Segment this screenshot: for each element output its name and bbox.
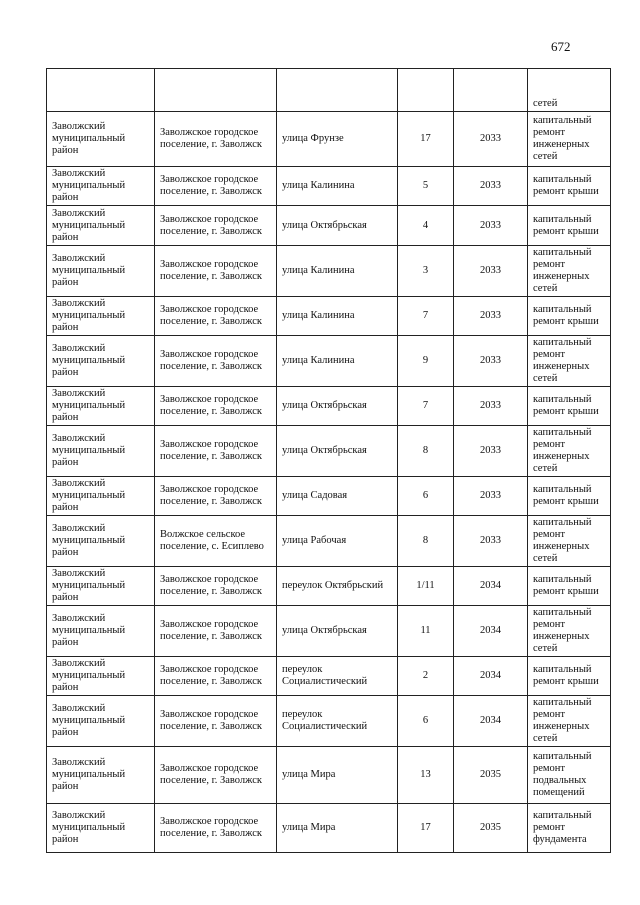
year-cell: 2034	[454, 567, 528, 606]
year-cell: 2035	[454, 804, 528, 853]
table-row	[47, 167, 611, 206]
work-cell: капитальный ремонт крыши	[528, 477, 611, 516]
district-cell: Заволжский муниципальный район	[47, 426, 155, 477]
year-cell: 2033	[454, 477, 528, 516]
settlement-cell: Заволжское городское поселение, г. Заволжск	[155, 387, 277, 426]
year-cell: 2034	[454, 606, 528, 657]
work-cell: капитальный ремонт крыши	[528, 297, 611, 336]
page-number: 672	[551, 39, 571, 54]
table-row	[47, 336, 611, 387]
house-cell: 9	[398, 336, 454, 387]
house-cell: 5	[398, 167, 454, 206]
year-cell: 2033	[454, 336, 528, 387]
district-cell: Заволжский муниципальный район	[47, 606, 155, 657]
street-cell: улица Калинина	[277, 246, 398, 297]
house-cell: 7	[398, 387, 454, 426]
district-cell: Заволжский муниципальный район	[47, 297, 155, 336]
street-cell: переулок Социалистический	[277, 657, 398, 696]
street-cell: улица Калинина	[277, 297, 398, 336]
year-cell: 2033	[454, 206, 528, 246]
year-cell: 2034	[454, 657, 528, 696]
district-cell	[47, 69, 155, 112]
house-cell: 17	[398, 112, 454, 167]
house-cell: 2	[398, 657, 454, 696]
table-row	[47, 426, 611, 477]
year-cell: 2033	[454, 426, 528, 477]
year-cell: 2035	[454, 747, 528, 804]
settlement-cell: Заволжское городское поселение, г. Заволжск	[155, 167, 277, 206]
settlement-cell: Заволжское городское поселение, г. Заволжск	[155, 477, 277, 516]
district-cell: Заволжский муниципальный район	[47, 804, 155, 853]
house-cell: 8	[398, 516, 454, 567]
street-cell: улица Фрунзе	[277, 112, 398, 167]
continuation-row	[47, 69, 611, 112]
year-cell	[454, 69, 528, 112]
work-cell: капитальный ремонт крыши	[528, 206, 611, 246]
settlement-cell: Заволжское городское поселение, г. Заволжск	[155, 747, 277, 804]
house-cell: 3	[398, 246, 454, 297]
house-cell: 4	[398, 206, 454, 246]
work-cell: капитальный ремонт инженерных сетей	[528, 112, 611, 167]
table-row	[47, 696, 611, 747]
street-cell: улица Мира	[277, 747, 398, 804]
street-cell: улица Мира	[277, 804, 398, 853]
house-cell: 1/11	[398, 567, 454, 606]
table-row	[47, 747, 611, 804]
table-body	[47, 69, 611, 853]
work-cell: капитальный ремонт инженерных сетей	[528, 516, 611, 567]
work-cell: капитальный ремонт инженерных сетей	[528, 246, 611, 297]
year-cell: 2033	[454, 516, 528, 567]
street-cell: улица Октябрьская	[277, 206, 398, 246]
work-cell: сетей	[528, 69, 611, 112]
street-cell: улица Калинина	[277, 167, 398, 206]
district-cell: Заволжский муниципальный район	[47, 336, 155, 387]
house-cell: 13	[398, 747, 454, 804]
year-cell: 2033	[454, 387, 528, 426]
street-cell: переулок Октябрьский	[277, 567, 398, 606]
work-cell: капитальный ремонт фундамента	[528, 804, 611, 853]
house-cell: 6	[398, 477, 454, 516]
district-cell: Заволжский муниципальный район	[47, 387, 155, 426]
settlement-cell: Волжское сельское поселение, с. Есиплево	[155, 516, 277, 567]
street-cell: улица Октябрьская	[277, 426, 398, 477]
street-cell: переулок Социалистический	[277, 696, 398, 747]
street-cell: улица Октябрьская	[277, 606, 398, 657]
table-row	[47, 297, 611, 336]
district-cell: Заволжский муниципальный район	[47, 112, 155, 167]
settlement-cell: Заволжское городское поселение, г. Заволжск	[155, 206, 277, 246]
table-row	[47, 246, 611, 297]
settlement-cell: Заволжское городское поселение, г. Заволжск	[155, 112, 277, 167]
district-cell: Заволжский муниципальный район	[47, 477, 155, 516]
year-cell: 2033	[454, 112, 528, 167]
table-row	[47, 112, 611, 167]
settlement-cell: Заволжское городское поселение, г. Заволжск	[155, 696, 277, 747]
table-row	[47, 804, 611, 853]
work-cell: капитальный ремонт крыши	[528, 657, 611, 696]
district-cell: Заволжский муниципальный район	[47, 567, 155, 606]
work-cell: капитальный ремонт крыши	[528, 387, 611, 426]
district-cell: Заволжский муниципальный район	[47, 516, 155, 567]
work-cell: капитальный ремонт подвальных помещений	[528, 747, 611, 804]
street-cell: улица Калинина	[277, 336, 398, 387]
table-row	[47, 206, 611, 246]
year-cell: 2033	[454, 297, 528, 336]
street-cell	[277, 69, 398, 112]
year-cell: 2033	[454, 167, 528, 206]
house-cell: 8	[398, 426, 454, 477]
settlement-cell: Заволжское городское поселение, г. Заволжск	[155, 336, 277, 387]
settlement-cell: Заволжское городское поселение, г. Заволжск	[155, 246, 277, 297]
house-cell: 7	[398, 297, 454, 336]
street-cell: улица Октябрьская	[277, 387, 398, 426]
district-cell: Заволжский муниципальный район	[47, 246, 155, 297]
table-row	[47, 387, 611, 426]
table-row	[47, 567, 611, 606]
settlement-cell: Заволжское городское поселение, г. Заволжск	[155, 606, 277, 657]
year-cell: 2033	[454, 246, 528, 297]
work-cell: капитальный ремонт инженерных сетей	[528, 606, 611, 657]
settlement-cell: Заволжское городское поселение, г. Заволжск	[155, 567, 277, 606]
house-cell: 17	[398, 804, 454, 853]
table-row	[47, 606, 611, 657]
table-row	[47, 657, 611, 696]
house-cell: 6	[398, 696, 454, 747]
house-cell: 11	[398, 606, 454, 657]
table-row	[47, 477, 611, 516]
district-cell: Заволжский муниципальный район	[47, 696, 155, 747]
district-cell: Заволжский муниципальный район	[47, 747, 155, 804]
house-cell	[398, 69, 454, 112]
settlement-cell: Заволжское городское поселение, г. Заволжск	[155, 426, 277, 477]
table-row	[47, 516, 611, 567]
year-cell: 2034	[454, 696, 528, 747]
settlement-cell	[155, 69, 277, 112]
district-cell: Заволжский муниципальный район	[47, 206, 155, 246]
street-cell: улица Рабочая	[277, 516, 398, 567]
settlement-cell: Заволжское городское поселение, г. Заволжск	[155, 657, 277, 696]
settlement-cell: Заволжское городское поселение, г. Заволжск	[155, 297, 277, 336]
work-cell: капитальный ремонт инженерных сетей	[528, 336, 611, 387]
street-cell: улица Садовая	[277, 477, 398, 516]
work-cell: капитальный ремонт крыши	[528, 167, 611, 206]
district-cell: Заволжский муниципальный район	[47, 167, 155, 206]
settlement-cell: Заволжское городское поселение, г. Заволжск	[155, 804, 277, 853]
work-cell: капитальный ремонт инженерных сетей	[528, 426, 611, 477]
work-cell: капитальный ремонт крыши	[528, 567, 611, 606]
repair-schedule-table	[46, 68, 611, 853]
district-cell: Заволжский муниципальный район	[47, 657, 155, 696]
work-cell: капитальный ремонт инженерных сетей	[528, 696, 611, 747]
